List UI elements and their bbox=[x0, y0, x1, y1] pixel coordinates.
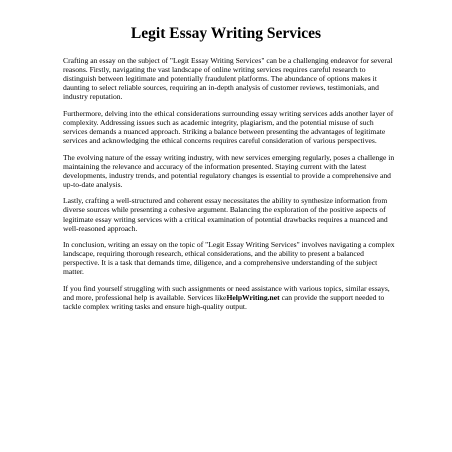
paragraph-structure: Lastly, crafting a well-structured and coherent essay necessitates the ability to synthesize information from diverse sources while presenting a cohesive argument. Balancing the exploration of the positive aspects of legitimate essay writing services with a critical examination of potential drawbacks requires a nuanced and well-reasoned approach. bbox=[63, 196, 388, 233]
promotion-text-after: can provide the support needed to tackle complex writing tasks and ensure high-quality output. bbox=[63, 293, 385, 312]
paragraph-conclusion: In conclusion, writing an essay on the topic of "Legit Essay Writing Services" involves navigating a complex landscape, requiring thorough research, ethical considerations, and the ability to present a balanced perspective. It is a task that demands time, diligence, and a comprehensive understanding of the subject matter. bbox=[63, 240, 395, 277]
paragraph-promotion bbox=[63, 284, 399, 311]
document-title: Legit Essay Writing Services bbox=[130, 25, 322, 42]
paragraph-intro: Crafting an essay on the subject of "Legit Essay Writing Services" can be a challenging endeavor for several reasons. Firstly, navigating the vast landscape of online writing services requires careful research to distinguish between legitimate and potentially fraudulent platforms. The abundance of options makes it daunting to select reliable sources, requiring an in-depth analysis of customer reviews, testimonials, and industry reputation. bbox=[63, 56, 393, 102]
paragraph-industry: The evolving nature of the essay writing industry, with new services emerging regularly, poses a challenge in maintaining the relevance and accuracy of the information presented. Staying current with the latest developments, industry trends, and potential regulatory changes is essential to provide a comprehensive and up-to-date analysis. bbox=[63, 152, 395, 189]
brand-link[interactable]: HelpWriting.net bbox=[226, 293, 280, 303]
paragraph-ethics: Furthermore, delving into the ethical considerations surrounding essay writing services adds another layer of complexity. Addressing issues such as academic integrity, plagiarism, and the potential misuse of such services demands a nuanced approach. Striking a balance between presenting the advantages of legitimate services and acknowledging the ethical concerns requires careful consideration of various perspectives. bbox=[63, 108, 394, 146]
document-body bbox=[63, 56, 399, 319]
promotion-text-before: If you find yourself struggling with such assignments or need assistance with various topics, similar essays, and more, professional help is available. Services like bbox=[63, 283, 390, 303]
